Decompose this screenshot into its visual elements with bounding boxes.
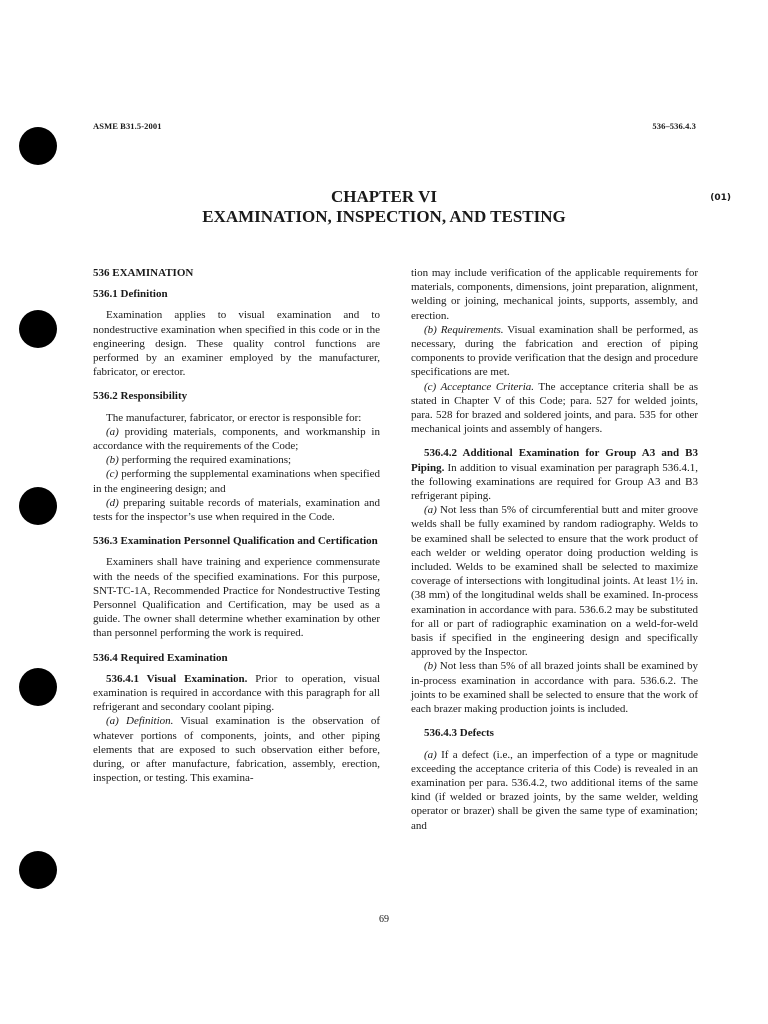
binder-hole: [19, 310, 57, 348]
binder-hole: [19, 127, 57, 165]
section-heading: 536.4.3 Defects: [424, 727, 494, 740]
run-in-heading: 536.4.1 Visual Examination.: [106, 672, 248, 685]
binder-hole: [19, 487, 57, 525]
list-item: (a) providing materials, components, and workmanship in accordance with the requirements of the Code;: [93, 425, 380, 453]
paragraph: (b) Not less than 5% of all brazed joints shall be examined by in-process examination in accordance with para. 536.6.2. The joints to be examined shall be selected to ensure that the work of each brazer making production joints is included.: [411, 660, 698, 716]
binder-hole: [19, 668, 57, 706]
paragraph: (a) Not less than 5% of circumferential butt and miter groove welds shall be fully examined by random radiography. Welds to be examined shall be selected to ensure that the work product of each welder or welding operator doing production welding is included. Welds to be examined shall be selected to maximize coverage of intersections with longitudinal joints. At least 1½ in. (38 mm) of the longitudinal welds shall be examined. In-process examination in accordance with para. 536.6.2 may be substituted for all or part of radiographic examination on a weld-for-weld basis if specified in the engineering design and specifically approved by the Inspector.: [411, 504, 698, 659]
paragraph: (a) If a defect (i.e., an imperfection of a type or magnitude exceeding the acceptance criteria of this Code) is revealed in an examination per para. 536.4.2, two additional items of the same kind (if welded or brazed joints, by the same welder, welding operator or brazer) shall be given the same type of examination; and: [411, 748, 698, 832]
list-item: (b) performing the required examinations;: [106, 454, 292, 467]
page-number: 69: [379, 914, 389, 925]
paragraph: (b) Requirements. Visual examination shall be performed, as necessary, during the fabrication and erection of piping components to provide verification that the design and procedure specifications are met.: [411, 323, 698, 379]
section-heading: 536.2 Responsibility: [93, 390, 188, 403]
paragraph: (a) Definition. Visual examination is the observation of whatever portions of components, joints, and other piping elements that are exposed to such observation either before, during, or after manufacture, fabrication, assembly, erection, inspection, or testing. This examina-: [93, 715, 380, 785]
chapter-title: EXAMINATION, INSPECTION, AND TESTING: [202, 207, 566, 226]
list-item: (d) preparing suitable records of materials, examination and tests for the inspector’s use when required in the Code.: [93, 496, 380, 524]
paragraph: tion may include verification of the applicable requirements for materials, components, dimensions, joint preparation, alignment, welding or joining, mechanical joints, supports, assembly, and erection.: [411, 267, 698, 322]
paragraph: 536.4.1 Visual Examination. Prior to operation, visual examination is required in accordance with this paragraph for all refrigerant and secondary coolant piping.: [93, 672, 381, 714]
section-heading: 536.4 Required Examination: [93, 651, 228, 664]
revision-mark: (01): [710, 193, 731, 203]
running-header-right: 536–536.4.3: [652, 121, 696, 131]
paragraph: Examination applies to visual examination and to nondestructive examination when specified in this code or in the engineering design. These quality control functions are performed by an examiner employed by the manufacturer, fabricator, or erector.: [93, 309, 380, 379]
paragraph: Examiners shall have training and experience commensurate with the needs of the specified examinations. For this purpose, SNT-TC-1A, Recommended Practice for Nondestructive Testing Personnel Qualification and Certification, may be used as a guide. The owner shall determine whether examination by other than personnel performing the work is required.: [93, 556, 380, 640]
section-heading: 536 EXAMINATION: [93, 267, 194, 279]
running-header-left: ASME B31.5-2001: [93, 121, 162, 131]
chapter-heading: [0, 187, 768, 227]
binder-hole: [19, 851, 57, 889]
paragraph: (c) Acceptance Criteria. The acceptance criteria shall be as stated in Chapter V of this Code; para. 527 for welded joints, para. 528 for brazed and soldered joints, and para. 535 for other mechanical joints and assembly of hangers.: [411, 380, 698, 436]
chapter-number: CHAPTER VI: [331, 187, 437, 206]
run-in-heading: 536.4.2 Additional Examination for Group A3 and B3 Piping.: [411, 447, 698, 474]
section-heading: 536.1 Definition: [93, 288, 168, 301]
right-column: [411, 266, 698, 833]
list-item: (c) performing the supplemental examinations when specified in the engineering design; and: [93, 468, 380, 495]
left-column: [93, 266, 380, 786]
paragraph: 536.4.2 Additional Examination for Group A3 and B3 Piping. In addition to visual examination per paragraph 536.4.1, the following examinations are required for Group A3 and B3 refrigerant piping.: [411, 447, 698, 503]
section-heading: 536.3 Examination Personnel Qualification and Certification: [93, 535, 378, 548]
paragraph: The manufacturer, fabricator, or erector is responsible for:: [106, 411, 362, 424]
